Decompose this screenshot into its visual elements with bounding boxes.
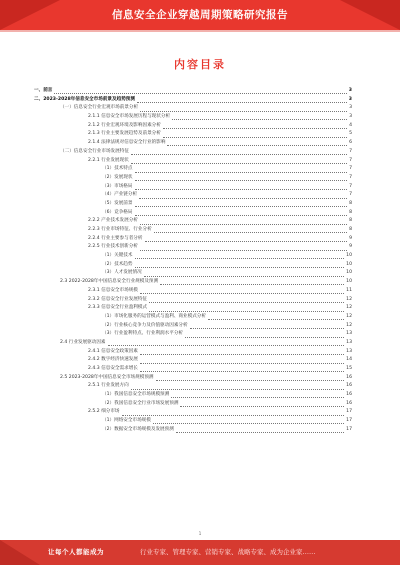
- toc-entry[interactable]: [30, 278, 352, 287]
- toc-entry[interactable]: [30, 313, 352, 322]
- toc-entry-label: 一、前言: [34, 88, 53, 93]
- toc-entry-label: 2.2.5 行业技术创新分析: [88, 244, 138, 250]
- toc-leader-dots: [135, 167, 348, 173]
- toc-entry-page: 15: [346, 366, 352, 371]
- toc-entry[interactable]: [30, 304, 352, 313]
- toc-entry-page: 10: [346, 279, 352, 285]
- toc-entry-page: 16: [346, 374, 352, 380]
- toc-entry-page: 13: [346, 339, 352, 345]
- toc-entry-label: 2.3.2 信息安全行业发展特征: [88, 296, 148, 302]
- toc-entry-page: 12: [346, 322, 352, 328]
- toc-entry-page: 7: [349, 192, 352, 198]
- toc-entry-page: 17: [346, 418, 352, 424]
- toc-entry[interactable]: [30, 391, 352, 400]
- toc-entry-page: 13: [346, 348, 352, 354]
- toc-entry-page: 4: [349, 122, 352, 128]
- toc-leader-dots: [145, 236, 348, 242]
- toc-entry-page: 8: [349, 218, 352, 224]
- toc-leader-dots: [180, 401, 344, 407]
- toc-entry[interactable]: [30, 130, 352, 139]
- toc-leader-dots: [156, 375, 345, 381]
- toc-leader-dots: [122, 410, 345, 416]
- toc-leader-dots: [208, 314, 344, 320]
- toc-entry-label: （一）信息安全行业宏观市场前景分析: [60, 105, 139, 111]
- toc-entry-label: （1）关键技术: [102, 253, 133, 259]
- toc-leader-dots: [137, 97, 347, 103]
- toc-entry-label: （1）技术特点: [102, 166, 133, 172]
- toc-entry[interactable]: [30, 148, 352, 157]
- toc-entry-label: 2.5 2023-2028年中国信息安全市场规模预测: [60, 374, 154, 380]
- toc-entry-label: （6）竞争格局: [102, 209, 133, 215]
- toc-leader-dots: [135, 262, 345, 268]
- toc-entry[interactable]: [30, 252, 352, 261]
- toc-entry[interactable]: [30, 243, 352, 252]
- toc-entry-label: 2.2.4 行业主要参与者分析: [88, 235, 143, 241]
- toc-entry-page: 14: [346, 357, 352, 363]
- toc-entry-label: 2.5.1 行业发展方向: [88, 383, 129, 389]
- toc-leader-dots: [135, 210, 348, 216]
- toc-entry-page: 7: [349, 174, 352, 180]
- toc-leader-dots: [149, 297, 344, 303]
- toc-entry-page: 5: [349, 131, 352, 137]
- toc-entry-label: （2）我国信息安全行业市场发展预测: [102, 400, 179, 406]
- toc-entry-page: 7: [349, 148, 352, 154]
- toc-entry[interactable]: [30, 217, 352, 226]
- toc-entry-page: 10: [346, 261, 352, 267]
- toc-entry-page: 12: [346, 313, 352, 319]
- toc-leader-dots: [171, 392, 344, 398]
- toc-entry-page: 3: [349, 105, 352, 111]
- toc-entry[interactable]: [30, 269, 352, 278]
- toc-entry[interactable]: [30, 235, 352, 244]
- toc-entry[interactable]: [30, 330, 352, 339]
- toc-entry-page: 12: [346, 296, 352, 302]
- toc-entry[interactable]: [30, 104, 352, 113]
- toc-entry-page: 8: [349, 227, 352, 232]
- toc-entry-label: 2.1.2 行业宏观环境及影响因素分析: [88, 122, 161, 128]
- toc-entry-page: 12: [346, 305, 352, 311]
- toc-leader-dots: [172, 114, 347, 120]
- toc-entry-page: 9: [349, 244, 352, 250]
- toc-entry-page: 3: [349, 114, 352, 120]
- toc-entry-page: 3: [348, 88, 352, 93]
- toc-entry[interactable]: [30, 261, 352, 270]
- toc-entry[interactable]: [30, 408, 352, 417]
- toc-entry[interactable]: [30, 209, 352, 218]
- toc-entry-label: （1）市场化服务的运营模式与盈利、商业模式分析: [102, 313, 206, 319]
- toc-entry[interactable]: [30, 139, 352, 148]
- toc-entry-page: 16: [346, 392, 352, 398]
- toc-leader-dots: [176, 427, 344, 433]
- toc-entry-label: 2.3.1 信息安全市场规模: [88, 287, 138, 293]
- toc-leader-dots: [135, 184, 348, 190]
- toc-entry-label: 2.1.3 行业主要发展趋势及前景分析: [88, 131, 161, 137]
- toc-entry-page: 8: [349, 209, 352, 215]
- report-title: 信息安全企业穿越周期策略研究报告: [112, 9, 288, 21]
- toc-entry-label: （2）发展现状: [102, 174, 133, 180]
- toc-entry-label: 2.4.2 数字经济快速发展: [88, 357, 138, 363]
- toc-entry[interactable]: [30, 87, 352, 96]
- toc-leader-dots: [154, 227, 347, 233]
- toc-entry-page: 7: [349, 183, 352, 189]
- toc-entry[interactable]: [30, 348, 352, 357]
- toc-leader-dots: [135, 253, 345, 259]
- toc-leader-dots: [153, 418, 344, 424]
- toc-entry[interactable]: [30, 200, 352, 209]
- toc-leader-dots: [185, 332, 344, 338]
- toc-leader-dots: [139, 193, 347, 199]
- toc-entry[interactable]: [30, 113, 352, 122]
- toc-entry[interactable]: [30, 296, 352, 305]
- toc-entry-label: （二）信息安全行业市场发展特征: [60, 148, 129, 154]
- toc-entry-page: 16: [346, 400, 352, 406]
- toc-entry-label: （2）数据安全市场规模及发展预测: [102, 426, 174, 432]
- toc-entry-label: 2.2.1 行业发展现状: [88, 157, 129, 163]
- toc-entry-label: 2.2.3 行业市场特征、行业分析: [88, 227, 152, 232]
- toc-entry[interactable]: [30, 426, 352, 435]
- toc-entry-page: 10: [346, 270, 352, 276]
- toc-leader-dots: [131, 149, 347, 155]
- toc-leader-dots: [140, 219, 347, 225]
- toc-leader-dots: [140, 366, 344, 372]
- toc-entry-label: 2.4 行业发展驱动因素: [60, 339, 106, 345]
- toc-leader-dots: [160, 279, 344, 285]
- toc-entry[interactable]: [30, 382, 352, 391]
- toc-entry-label: （3）行业盈利特点、行业利润水平分析: [102, 331, 184, 337]
- toc-leader-dots: [144, 271, 344, 277]
- toc-entry-label: 2.1.4 法律法规对信息安全行业的影响: [88, 140, 166, 146]
- page-number: 1: [198, 531, 202, 536]
- toc-entry-page: 16: [346, 383, 352, 389]
- toc-leader-dots: [163, 132, 347, 138]
- toc-entry-label: 2.3.3 信息安全行业盈利模式: [88, 305, 148, 311]
- toc-entry-label: 2.2.2 产业技术发展分析: [88, 218, 138, 224]
- toc-heading: 内容目录: [174, 58, 226, 71]
- toc-entry[interactable]: [30, 191, 352, 200]
- toc-entry-label: 2.4.1 信息安全政策因素: [88, 348, 138, 354]
- toc-entry-page: 6: [349, 140, 352, 146]
- toc-entry[interactable]: [30, 165, 352, 174]
- toc-entry[interactable]: [30, 417, 352, 426]
- toc-entry-page: 13: [346, 331, 352, 337]
- toc-entry-label: （2）技术趋势: [102, 261, 133, 267]
- toc-entry[interactable]: [30, 96, 352, 105]
- toc-leader-dots: [140, 358, 344, 364]
- toc-leader-dots: [163, 123, 347, 129]
- toc-entry[interactable]: [30, 339, 352, 348]
- header-divider: [0, 30, 400, 32]
- toc-entry-page: 3: [348, 96, 352, 102]
- toc-entry-label: （2）行业核心竞争力及价值驱动因素分析: [102, 322, 188, 328]
- toc-entry-label: （4）产业链分析: [102, 192, 138, 198]
- toc-entry[interactable]: [30, 122, 352, 131]
- toc-entry[interactable]: [30, 226, 352, 235]
- toc-entry[interactable]: [30, 287, 352, 296]
- toc-entry[interactable]: [30, 322, 352, 331]
- toc-leader-dots: [190, 323, 345, 329]
- toc-entry[interactable]: [30, 365, 352, 374]
- toc-entry-label: （3）市场格局: [102, 183, 133, 189]
- toc-entry-label: 二、2023-2028年信息安全市场前景及趋势预测: [34, 96, 135, 102]
- toc-entry-label: 2.5.2 细分市场: [88, 409, 120, 415]
- toc-entry-page: 10: [346, 253, 352, 259]
- footer-ribbon: [0, 540, 40, 565]
- toc-entry-label: （1）网络安全市场规模: [102, 418, 151, 424]
- toc-entry-page: 7: [349, 166, 352, 172]
- toc-entry[interactable]: [30, 400, 352, 409]
- toc-entry-page: 17: [346, 426, 352, 432]
- toc-leader-dots: [140, 349, 344, 355]
- toc-entry-label: 2.4.3 信息安全需求增长: [88, 366, 138, 371]
- toc-entry-page: 17: [346, 409, 352, 415]
- footer-slogan: 让每个人都能成为: [48, 548, 104, 556]
- toc-leader-dots: [131, 384, 344, 390]
- toc-entry-label: （1）我国信息安全市场规模预测: [102, 392, 170, 398]
- toc-entry[interactable]: [30, 174, 352, 183]
- toc-entry-page: 7: [349, 157, 352, 163]
- toc-entry-page: 8: [349, 200, 352, 206]
- toc-leader-dots: [140, 288, 344, 294]
- toc-entry-label: （5）发展前景: [102, 200, 133, 206]
- toc-leader-dots: [135, 175, 348, 181]
- toc-leader-dots: [135, 201, 348, 207]
- toc-leader-dots: [131, 158, 347, 164]
- toc-entry[interactable]: [30, 183, 352, 192]
- toc-leader-dots: [140, 106, 347, 112]
- toc-leader-dots: [167, 140, 347, 146]
- toc-entry[interactable]: [30, 157, 352, 166]
- footer-roles: 行业专家、管理专家、营销专家、战略专家、成为企业家……: [140, 548, 316, 556]
- toc-leader-dots: [54, 88, 346, 94]
- toc-entry[interactable]: [30, 356, 352, 365]
- toc-leader-dots: [140, 245, 347, 251]
- table-of-contents: [30, 87, 352, 529]
- toc-entry-label: 2.1.1 信息安全市场发展历程与现状分析: [88, 114, 171, 120]
- toc-entry-label: 2.3 2022-2028年中国信息安全行业规模及预测: [60, 279, 159, 285]
- toc-entry-page: 11: [346, 287, 352, 293]
- toc-entry-page: 9: [349, 235, 352, 241]
- toc-entry[interactable]: [30, 374, 352, 383]
- toc-entry-label: （3）人才发展情况: [102, 270, 142, 276]
- toc-leader-dots: [108, 340, 345, 346]
- toc-leader-dots: [149, 306, 344, 312]
